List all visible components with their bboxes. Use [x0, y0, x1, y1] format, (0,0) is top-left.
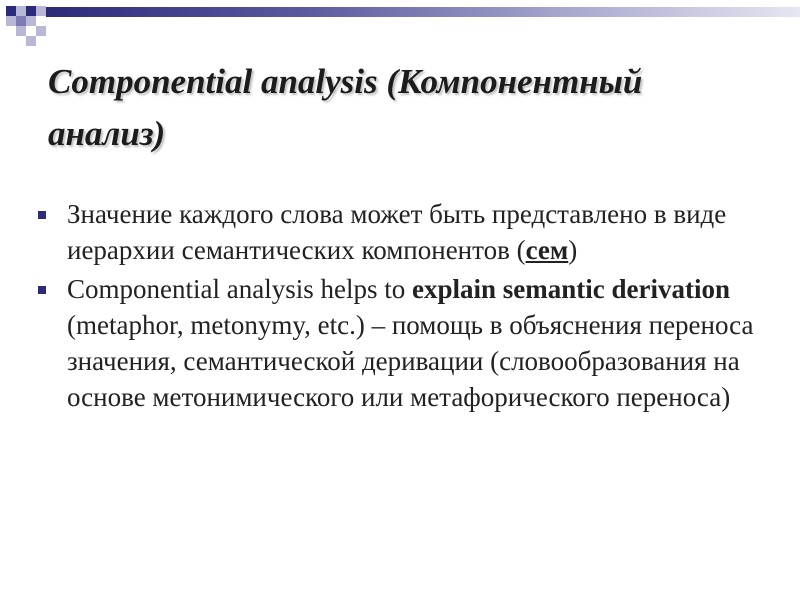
header-gradient-bar — [46, 7, 800, 17]
slide-title: Componential analysis (Компонентный анализ) — [48, 62, 643, 153]
square-bullet-icon — [38, 211, 46, 219]
bullet-item — [36, 196, 766, 268]
bullet-text: Componential analysis helps to — [67, 274, 412, 304]
bullet-emphasis: explain semantic derivation — [411, 274, 730, 304]
bullet-list — [36, 196, 766, 418]
bullet-text: Значение каждого слова может быть представлено в виде иерархии семантических компонентов ( — [67, 199, 727, 265]
bullet-item — [36, 271, 766, 415]
bullet-text-end: (metaphor, metonymy, etc.) – помощь в объяснения переноса значения, семантической деривации (словообразования на основе метонимического или метафорического переноса) — [67, 310, 754, 412]
bullet-emphasis: сем — [525, 235, 569, 265]
square-bullet-icon — [38, 286, 46, 294]
bullet-text-end: ) — [568, 235, 578, 265]
